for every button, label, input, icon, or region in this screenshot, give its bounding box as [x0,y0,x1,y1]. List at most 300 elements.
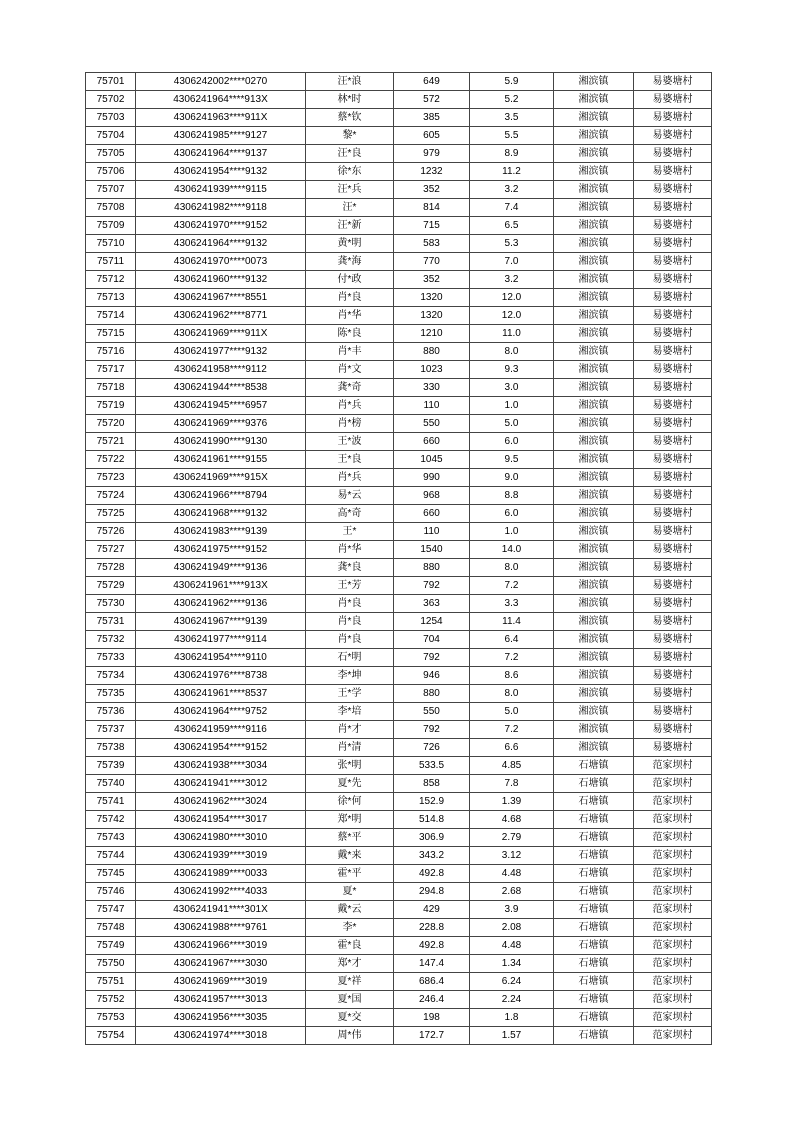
cell-name: 龚*海 [306,253,394,271]
cell-town: 湘滨镇 [554,613,634,631]
cell-name: 蔡*钦 [306,109,394,127]
cell-amount: 792 [394,649,470,667]
cell-area: 1.39 [470,793,554,811]
cell-town: 湘滨镇 [554,541,634,559]
table-row [86,505,712,523]
cell-amount: 704 [394,631,470,649]
cell-serial-no: 75704 [86,127,136,145]
cell-area: 2.08 [470,919,554,937]
cell-serial-no: 75744 [86,847,136,865]
cell-village: 易婆塘村 [634,289,712,307]
cell-name: 汪*良 [306,145,394,163]
cell-id-number: 4306241969****915X [136,469,306,487]
cell-name: 汪*兵 [306,181,394,199]
cell-serial-no: 75748 [86,919,136,937]
cell-serial-no: 75707 [86,181,136,199]
cell-id-number: 4306241980****3010 [136,829,306,847]
cell-serial-no: 75739 [86,757,136,775]
cell-area: 5.3 [470,235,554,253]
cell-amount: 880 [394,559,470,577]
cell-area: 6.4 [470,631,554,649]
cell-serial-no: 75702 [86,91,136,109]
cell-name: 张*明 [306,757,394,775]
cell-serial-no: 75718 [86,379,136,397]
cell-amount: 792 [394,721,470,739]
cell-amount: 550 [394,703,470,721]
cell-amount: 660 [394,505,470,523]
cell-area: 1.57 [470,1027,554,1045]
cell-village: 易婆塘村 [634,505,712,523]
cell-village: 易婆塘村 [634,649,712,667]
table-row [86,1009,712,1027]
cell-id-number: 4306241962****8771 [136,307,306,325]
cell-name: 夏*国 [306,991,394,1009]
table-row [86,73,712,91]
cell-area: 7.2 [470,649,554,667]
cell-village: 易婆塘村 [634,91,712,109]
cell-area: 7.2 [470,721,554,739]
cell-name: 石*明 [306,649,394,667]
cell-amount: 583 [394,235,470,253]
cell-amount: 770 [394,253,470,271]
cell-town: 石塘镇 [554,829,634,847]
cell-area: 4.85 [470,757,554,775]
cell-id-number: 4306242002****0270 [136,73,306,91]
cell-town: 石塘镇 [554,1009,634,1027]
table-row [86,613,712,631]
cell-serial-no: 75753 [86,1009,136,1027]
cell-town: 石塘镇 [554,775,634,793]
cell-serial-no: 75717 [86,361,136,379]
cell-name: 汪*新 [306,217,394,235]
table-row [86,289,712,307]
cell-id-number: 4306241956****3035 [136,1009,306,1027]
cell-village: 范家坝村 [634,991,712,1009]
cell-id-number: 4306241959****9116 [136,721,306,739]
cell-amount: 294.8 [394,883,470,901]
cell-name: 肖*华 [306,541,394,559]
cell-village: 易婆塘村 [634,667,712,685]
cell-village: 易婆塘村 [634,451,712,469]
cell-town: 石塘镇 [554,973,634,991]
table-row [86,883,712,901]
table-row [86,847,712,865]
cell-area: 2.68 [470,883,554,901]
cell-town: 湘滨镇 [554,523,634,541]
table-row [86,469,712,487]
table-body [86,73,712,1045]
cell-village: 易婆塘村 [634,73,712,91]
cell-name: 肖*良 [306,631,394,649]
cell-id-number: 4306241945****6957 [136,397,306,415]
cell-area: 8.0 [470,685,554,703]
table-row [86,775,712,793]
table-row [86,865,712,883]
table-row [86,487,712,505]
cell-serial-no: 75740 [86,775,136,793]
cell-amount: 352 [394,181,470,199]
cell-name: 周*伟 [306,1027,394,1045]
cell-amount: 246.4 [394,991,470,1009]
cell-id-number: 4306241976****8738 [136,667,306,685]
cell-amount: 1023 [394,361,470,379]
cell-serial-no: 75719 [86,397,136,415]
cell-area: 1.34 [470,955,554,973]
cell-id-number: 4306241954****3017 [136,811,306,829]
cell-town: 石塘镇 [554,865,634,883]
cell-town: 湘滨镇 [554,343,634,361]
cell-village: 范家坝村 [634,775,712,793]
table-row [86,577,712,595]
table-row [86,397,712,415]
cell-town: 石塘镇 [554,937,634,955]
table-row [86,109,712,127]
cell-id-number: 4306241989****0033 [136,865,306,883]
cell-serial-no: 75734 [86,667,136,685]
table-row [86,307,712,325]
cell-village: 易婆塘村 [634,703,712,721]
cell-name: 肖*良 [306,613,394,631]
cell-name: 蔡*平 [306,829,394,847]
table-row [86,379,712,397]
cell-amount: 330 [394,379,470,397]
cell-area: 3.2 [470,181,554,199]
cell-town: 湘滨镇 [554,217,634,235]
cell-village: 范家坝村 [634,757,712,775]
table-row [86,415,712,433]
cell-serial-no: 75747 [86,901,136,919]
subsidy-table [85,72,712,1045]
cell-id-number: 4306241977****9132 [136,343,306,361]
cell-name: 黄*明 [306,235,394,253]
cell-amount: 1320 [394,307,470,325]
cell-amount: 198 [394,1009,470,1027]
cell-serial-no: 75730 [86,595,136,613]
cell-area: 11.4 [470,613,554,631]
cell-name: 肖*丰 [306,343,394,361]
cell-amount: 1320 [394,289,470,307]
table-row [86,523,712,541]
cell-town: 石塘镇 [554,955,634,973]
cell-amount: 990 [394,469,470,487]
table-row [86,685,712,703]
cell-village: 范家坝村 [634,847,712,865]
cell-town: 湘滨镇 [554,325,634,343]
cell-area: 7.2 [470,577,554,595]
cell-village: 易婆塘村 [634,343,712,361]
cell-name: 郑*才 [306,955,394,973]
table-row [86,793,712,811]
cell-village: 范家坝村 [634,955,712,973]
table-row [86,919,712,937]
cell-area: 8.0 [470,559,554,577]
cell-amount: 814 [394,199,470,217]
cell-amount: 572 [394,91,470,109]
table-row [86,757,712,775]
cell-area: 4.68 [470,811,554,829]
cell-village: 易婆塘村 [634,199,712,217]
cell-village: 易婆塘村 [634,235,712,253]
cell-area: 12.0 [470,307,554,325]
cell-town: 石塘镇 [554,793,634,811]
cell-area: 12.0 [470,289,554,307]
cell-town: 湘滨镇 [554,469,634,487]
cell-serial-no: 75742 [86,811,136,829]
cell-name: 徐*东 [306,163,394,181]
cell-serial-no: 75720 [86,415,136,433]
cell-town: 石塘镇 [554,1027,634,1045]
cell-id-number: 4306241941****301X [136,901,306,919]
cell-name: 黎* [306,127,394,145]
cell-serial-no: 75732 [86,631,136,649]
cell-name: 陈*良 [306,325,394,343]
cell-village: 易婆塘村 [634,739,712,757]
cell-village: 易婆塘村 [634,433,712,451]
cell-name: 汪*浪 [306,73,394,91]
cell-serial-no: 75716 [86,343,136,361]
cell-town: 湘滨镇 [554,379,634,397]
cell-serial-no: 75749 [86,937,136,955]
table-row [86,937,712,955]
cell-name: 戴*来 [306,847,394,865]
cell-id-number: 4306241970****9152 [136,217,306,235]
cell-amount: 306.9 [394,829,470,847]
table-row [86,955,712,973]
table-row [86,703,712,721]
table-row [86,991,712,1009]
cell-village: 易婆塘村 [634,415,712,433]
cell-town: 湘滨镇 [554,721,634,739]
cell-village: 易婆塘村 [634,217,712,235]
cell-area: 8.8 [470,487,554,505]
cell-serial-no: 75750 [86,955,136,973]
cell-name: 龚*良 [306,559,394,577]
cell-village: 范家坝村 [634,1009,712,1027]
cell-area: 2.79 [470,829,554,847]
cell-area: 4.48 [470,865,554,883]
cell-amount: 649 [394,73,470,91]
cell-town: 湘滨镇 [554,199,634,217]
cell-village: 易婆塘村 [634,541,712,559]
cell-town: 石塘镇 [554,883,634,901]
cell-village: 易婆塘村 [634,397,712,415]
cell-town: 石塘镇 [554,919,634,937]
cell-id-number: 4306241939****9115 [136,181,306,199]
cell-area: 11.0 [470,325,554,343]
cell-amount: 660 [394,433,470,451]
cell-village: 范家坝村 [634,829,712,847]
cell-serial-no: 75752 [86,991,136,1009]
cell-serial-no: 75701 [86,73,136,91]
cell-serial-no: 75709 [86,217,136,235]
cell-area: 8.0 [470,343,554,361]
cell-id-number: 4306241969****9376 [136,415,306,433]
cell-amount: 979 [394,145,470,163]
table-row [86,541,712,559]
cell-serial-no: 75714 [86,307,136,325]
cell-amount: 492.8 [394,865,470,883]
cell-id-number: 4306241990****9130 [136,433,306,451]
cell-area: 6.0 [470,433,554,451]
cell-name: 肖*才 [306,721,394,739]
cell-village: 易婆塘村 [634,127,712,145]
cell-village: 易婆塘村 [634,721,712,739]
cell-amount: 1045 [394,451,470,469]
cell-serial-no: 75715 [86,325,136,343]
cell-name: 霍*良 [306,937,394,955]
cell-id-number: 4306241969****3019 [136,973,306,991]
cell-id-number: 4306241983****9139 [136,523,306,541]
cell-serial-no: 75706 [86,163,136,181]
cell-id-number: 4306241966****8794 [136,487,306,505]
cell-village: 易婆塘村 [634,577,712,595]
cell-name: 肖*良 [306,289,394,307]
cell-amount: 172.7 [394,1027,470,1045]
table-row [86,1027,712,1045]
cell-village: 易婆塘村 [634,613,712,631]
cell-name: 林*时 [306,91,394,109]
cell-town: 湘滨镇 [554,631,634,649]
table-row [86,181,712,199]
cell-village: 易婆塘村 [634,307,712,325]
cell-amount: 110 [394,523,470,541]
cell-name: 肖*榜 [306,415,394,433]
cell-village: 易婆塘村 [634,325,712,343]
cell-town: 湘滨镇 [554,271,634,289]
cell-area: 9.3 [470,361,554,379]
cell-serial-no: 75746 [86,883,136,901]
cell-name: 王* [306,523,394,541]
cell-village: 易婆塘村 [634,487,712,505]
cell-name: 徐*何 [306,793,394,811]
cell-village: 易婆塘村 [634,631,712,649]
table-row [86,433,712,451]
cell-amount: 429 [394,901,470,919]
cell-id-number: 4306241964****913X [136,91,306,109]
cell-id-number: 4306241975****9152 [136,541,306,559]
cell-village: 范家坝村 [634,865,712,883]
cell-serial-no: 75725 [86,505,136,523]
cell-id-number: 4306241961****913X [136,577,306,595]
cell-area: 1.0 [470,523,554,541]
cell-area: 3.9 [470,901,554,919]
cell-name: 夏*交 [306,1009,394,1027]
cell-amount: 1254 [394,613,470,631]
cell-serial-no: 75710 [86,235,136,253]
cell-serial-no: 75727 [86,541,136,559]
cell-area: 5.9 [470,73,554,91]
cell-town: 湘滨镇 [554,487,634,505]
cell-serial-no: 75721 [86,433,136,451]
cell-amount: 152.9 [394,793,470,811]
cell-name: 王*良 [306,451,394,469]
cell-area: 2.24 [470,991,554,1009]
cell-amount: 726 [394,739,470,757]
cell-id-number: 4306241968****9132 [136,505,306,523]
cell-village: 易婆塘村 [634,595,712,613]
table-row [86,811,712,829]
cell-village: 范家坝村 [634,793,712,811]
table-row [86,91,712,109]
cell-area: 7.8 [470,775,554,793]
cell-amount: 880 [394,685,470,703]
cell-name: 付*政 [306,271,394,289]
cell-village: 易婆塘村 [634,559,712,577]
cell-town: 湘滨镇 [554,559,634,577]
cell-area: 5.0 [470,415,554,433]
cell-serial-no: 75724 [86,487,136,505]
cell-area: 1.0 [470,397,554,415]
cell-serial-no: 75713 [86,289,136,307]
cell-town: 湘滨镇 [554,667,634,685]
cell-name: 夏*祥 [306,973,394,991]
cell-serial-no: 75741 [86,793,136,811]
cell-village: 易婆塘村 [634,253,712,271]
cell-village: 易婆塘村 [634,379,712,397]
cell-amount: 1540 [394,541,470,559]
table-row [86,901,712,919]
cell-area: 3.5 [470,109,554,127]
cell-town: 湘滨镇 [554,361,634,379]
cell-serial-no: 75731 [86,613,136,631]
cell-amount: 858 [394,775,470,793]
cell-name: 肖*兵 [306,397,394,415]
cell-id-number: 4306241939****3019 [136,847,306,865]
cell-id-number: 4306241954****9152 [136,739,306,757]
cell-name: 王*波 [306,433,394,451]
cell-serial-no: 75743 [86,829,136,847]
cell-id-number: 4306241982****9118 [136,199,306,217]
cell-area: 3.0 [470,379,554,397]
cell-town: 湘滨镇 [554,73,634,91]
cell-serial-no: 75722 [86,451,136,469]
cell-village: 范家坝村 [634,973,712,991]
cell-village: 范家坝村 [634,811,712,829]
cell-area: 5.2 [470,91,554,109]
table-row [86,667,712,685]
cell-town: 湘滨镇 [554,685,634,703]
cell-serial-no: 75751 [86,973,136,991]
cell-town: 湘滨镇 [554,307,634,325]
cell-serial-no: 75735 [86,685,136,703]
cell-village: 易婆塘村 [634,685,712,703]
cell-id-number: 4306241964****9752 [136,703,306,721]
cell-area: 5.5 [470,127,554,145]
cell-amount: 715 [394,217,470,235]
cell-name: 汪* [306,199,394,217]
cell-amount: 352 [394,271,470,289]
cell-amount: 228.8 [394,919,470,937]
cell-village: 易婆塘村 [634,145,712,163]
cell-amount: 363 [394,595,470,613]
cell-town: 湘滨镇 [554,163,634,181]
table-row [86,649,712,667]
cell-id-number: 4306241969****911X [136,325,306,343]
cell-name: 肖*文 [306,361,394,379]
cell-amount: 492.8 [394,937,470,955]
cell-town: 石塘镇 [554,757,634,775]
cell-id-number: 4306241958****9112 [136,361,306,379]
cell-town: 湘滨镇 [554,289,634,307]
cell-town: 湘滨镇 [554,505,634,523]
cell-area: 9.0 [470,469,554,487]
cell-town: 湘滨镇 [554,415,634,433]
cell-serial-no: 75705 [86,145,136,163]
cell-id-number: 4306241962****3024 [136,793,306,811]
cell-town: 湘滨镇 [554,595,634,613]
cell-id-number: 4306241964****9132 [136,235,306,253]
cell-name: 李*坤 [306,667,394,685]
